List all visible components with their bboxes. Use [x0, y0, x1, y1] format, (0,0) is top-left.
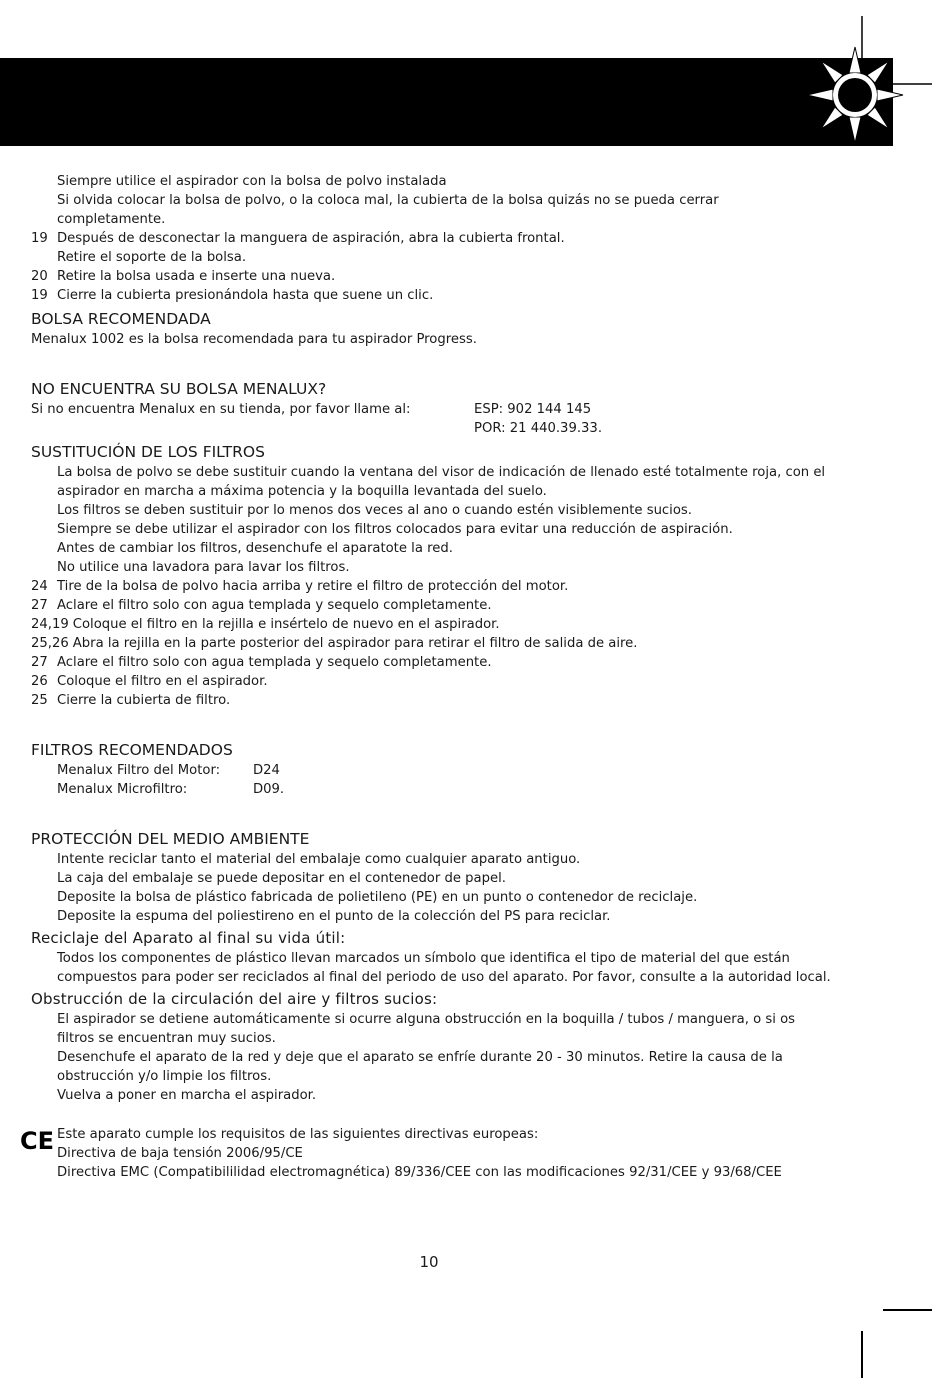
list-item: Siempre se debe utilizar el aspirador con los filtros colocados para evitar una reducción de aspiración.	[57, 522, 733, 537]
list-item: 27 Aclare el filtro solo con agua templada y sequelo completamente.	[31, 655, 492, 670]
phone-por: POR: 21 440.39.33.	[474, 421, 603, 436]
crop-mark-bottom-vertical	[861, 1331, 863, 1378]
ce-mark-icon	[20, 1128, 54, 1152]
list-item: Desenchufe el aparato de la red y deje que el aparato se enfríe durante 20 - 30 minutos. Retire la causa de la obstrucción y/o limpie los filtros.	[57, 1050, 783, 1084]
bolsa-recomendada-text: Menalux 1002 es la bolsa recomendada para tu aspirador Progress.	[31, 332, 477, 347]
phone-esp: ESP: 902 144 145	[474, 402, 592, 417]
list-item: 27 Aclare el filtro solo con agua templada y sequelo completamente.	[31, 598, 492, 613]
list-item: La bolsa de polvo se debe sustituir cuando la ventana del visor de indicación de llenado esté totalmente roja, con el aspirador en marcha a máxima potencia y la boquilla levantada del suelo.	[57, 465, 826, 499]
section-heading-proteccion: PROTECCIÓN DEL MEDIO AMBIENTE	[31, 830, 310, 848]
list-item: Siempre utilice el aspirador con la bolsa de polvo instalada	[57, 174, 447, 189]
list-item: Si olvida colocar la bolsa de polvo, o la coloca mal, la cubierta de la bolsa quizás no se pueda cerrar completamente.	[57, 193, 719, 227]
list-item: 20 Retire la bolsa usada e inserte una nueva.	[31, 269, 336, 284]
list-item: 24,19 Coloque el filtro en la rejilla e insértelo de nuevo en el aspirador.	[31, 617, 500, 632]
header-bar	[0, 58, 893, 146]
list-item: Deposite la bolsa de plástico fabricada de polietileno (PE) en un punto o contenedor de reciclaje.	[57, 890, 698, 905]
section-heading-no-encuentra: NO ENCUENTRA SU BOLSA MENALUX?	[31, 380, 327, 398]
subheading-reciclaje: Reciclaje del Aparato al final su vida útil:	[31, 929, 346, 947]
list-item: Antes de cambiar los filtros, desenchufe el aparatote la red.	[57, 541, 453, 556]
list-item: Los filtros se deben sustituir por lo menos dos veces al ano o cuando estén visiblemente sucios.	[57, 503, 692, 518]
ce-line: Directiva EMC (Compatibililidad electromagnética) 89/336/CEE con las modificaciones 92/31/CEE y 93/68/CEE	[57, 1165, 782, 1180]
phone-label: Si no encuentra Menalux en su tienda, por favor llame al:	[31, 402, 411, 417]
list-item: 25 Cierre la cubierta de filtro.	[31, 693, 231, 708]
section-heading-filtros-recomendados: FILTROS RECOMENDADOS	[31, 741, 233, 759]
list-item: Intente reciclar tanto el material del embalaje como cualquier aparato antiguo.	[57, 852, 581, 867]
section-heading-bolsa-recomendada: BOLSA RECOMENDADA	[31, 310, 211, 328]
intro-section	[31, 172, 831, 305]
list-item: La caja del embalaje se puede depositar en el contenedor de papel.	[57, 871, 506, 886]
phone-row	[31, 400, 831, 419]
phone-row	[31, 419, 831, 438]
list-item: 19 Después de desconectar la manguera de aspiración, abra la cubierta frontal.	[31, 231, 565, 246]
list-item: 25,26 Abra la rejilla en la parte posterior del aspirador para retirar el filtro de salida de aire.	[31, 636, 638, 651]
list-item: No utilice una lavadora para lavar los filtros.	[57, 560, 350, 575]
svg-text:CE: CE	[20, 1128, 54, 1152]
list-item: 26 Coloque el filtro en el aspirador.	[31, 674, 268, 689]
list-item: 24 Tire de la bolsa de polvo hacia arriba y retire el filtro de protección del motor.	[31, 579, 569, 594]
list-item: Retire el soporte de la bolsa.	[57, 250, 247, 265]
crop-mark-bottom-horizontal	[883, 1309, 932, 1311]
document-body	[20, 172, 831, 1182]
list-item: Vuelva a poner en marcha el aspirador.	[57, 1088, 317, 1103]
ce-line: Este aparato cumple los requisitos de las siguientes directivas europeas:	[57, 1127, 539, 1142]
sustitucion-list	[31, 463, 831, 710]
list-item: El aspirador se detiene automáticamente si ocurre alguna obstrucción en la boquilla / tubos / manguera, o si os filtros se encuentran muy sucios.	[57, 1012, 796, 1046]
list-item: Deposite la espuma del poliestireno en el punto de la colección del PS para reciclar.	[57, 909, 611, 924]
reciclaje-text: Todos los componentes de plástico llevan marcados un símbolo que identifica el tipo de material del que están compuestos para poder ser reciclados al final del periodo de uso del aparato. Por favor, consulte a la autoridad local.	[57, 951, 831, 985]
filter-item: Menalux Filtro del Motor: D24	[57, 763, 280, 778]
page-number: 10	[419, 1253, 439, 1271]
ce-declaration	[20, 1125, 831, 1182]
section-heading-sustitucion: SUSTITUCIÓN DE LOS FILTROS	[31, 443, 265, 461]
list-item: 19 Cierre la cubierta presionándola hasta que suene un clic.	[31, 288, 434, 303]
subheading-obstruccion: Obstrucción de la circulación del aire y filtros sucios:	[31, 990, 438, 1008]
ce-line: Directiva de baja tensión 2006/95/CE	[57, 1146, 303, 1161]
filter-item: Menalux Microfiltro: D09.	[57, 782, 285, 797]
